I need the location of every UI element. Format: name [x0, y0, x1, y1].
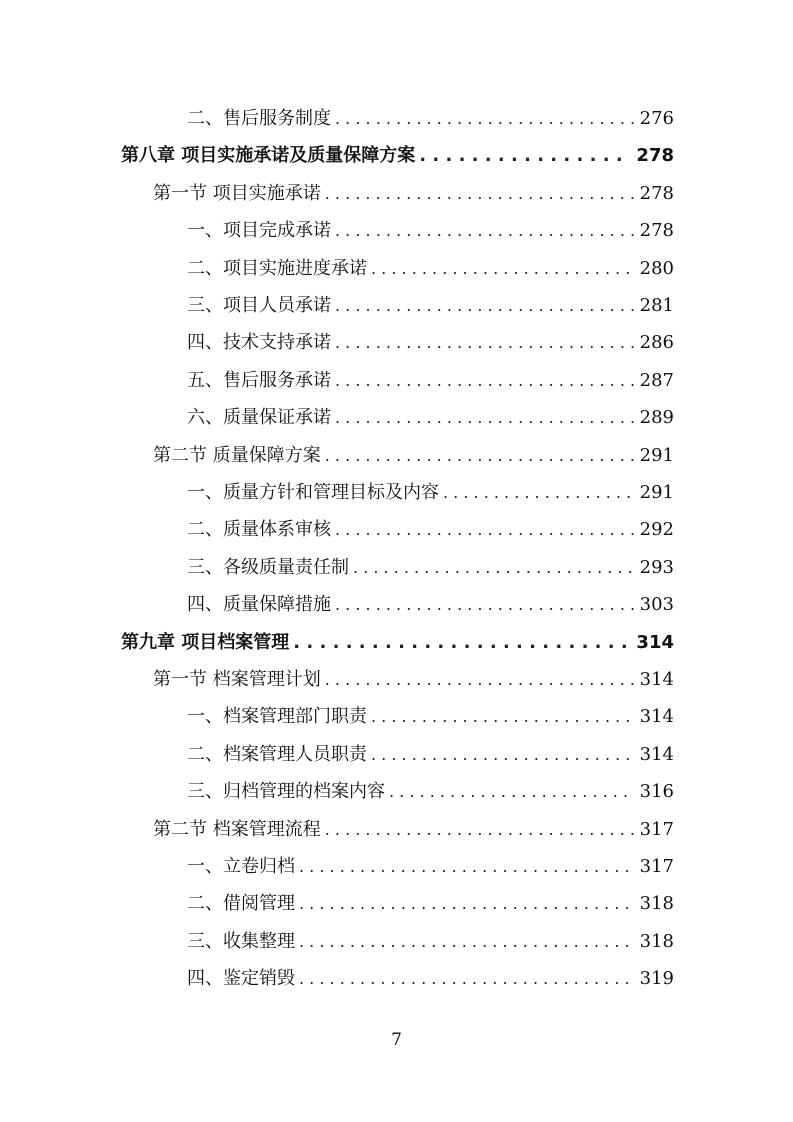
toc-entry-title: 六、质量保证承诺	[187, 407, 331, 429]
toc-dot-leader	[371, 742, 634, 768]
toc-dot-leader	[335, 368, 634, 394]
toc-entry-page-number: 314	[639, 706, 674, 728]
toc-entry-title: 一、立卷归档	[187, 856, 295, 877]
toc-entry[interactable]	[153, 667, 674, 693]
toc-entry-title: 一、项目完成承诺	[187, 220, 331, 242]
toc-entry-page-number: 278	[636, 145, 674, 167]
toc-entry-title: 三、项目人员承诺	[187, 295, 331, 316]
toc-entry-title: 三、收集整理	[187, 930, 295, 952]
toc-entry[interactable]	[121, 143, 674, 169]
toc-entry-page-number: 319	[639, 968, 674, 990]
toc-entry[interactable]	[187, 704, 674, 730]
toc-entry-title: 第一节 项目实施承诺	[153, 182, 321, 204]
toc-entry-page-number: 281	[639, 295, 674, 316]
toc-entry-page-number: 286	[639, 332, 674, 354]
toc-entry-title: 第二节 档案管理流程	[153, 818, 321, 840]
toc-entry-title: 二、质量体系审核	[187, 519, 331, 541]
toc-entry[interactable]	[187, 106, 674, 132]
toc-entry-page-number: 278	[639, 182, 674, 204]
toc-entry-page-number: 317	[639, 818, 674, 840]
toc-entry[interactable]	[187, 966, 674, 992]
toc-entry-page-number: 314	[639, 743, 674, 765]
toc-entry-title: 第一节 档案管理计划	[153, 669, 321, 690]
toc-dot-leader	[335, 405, 634, 431]
toc-entry-title: 四、技术支持承诺	[187, 332, 331, 354]
toc-entry-page-number: 316	[639, 781, 674, 803]
toc-entry-page-number: 318	[639, 930, 674, 952]
toc-entry-page-number: 293	[639, 556, 674, 578]
toc-entry[interactable]	[187, 293, 674, 319]
toc-dot-leader	[353, 555, 634, 581]
toc-entry[interactable]	[187, 517, 674, 543]
toc-entry-title: 第九章 项目档案管理	[121, 631, 290, 653]
toc-entry-page-number: 317	[639, 856, 674, 877]
toc-dot-leader	[335, 517, 634, 543]
toc-entry[interactable]	[153, 817, 674, 843]
toc-entry[interactable]	[187, 368, 674, 394]
toc-entry[interactable]	[187, 891, 674, 917]
toc-entry-title: 四、鉴定销毁	[187, 968, 295, 990]
toc-entry-title: 一、质量方针和管理目标及内容	[187, 482, 439, 503]
toc-dot-leader	[389, 779, 634, 805]
toc-entry[interactable]	[187, 592, 674, 618]
toc-dot-leader	[325, 817, 634, 843]
toc-entry[interactable]	[187, 854, 674, 880]
toc-entry-page-number: 318	[639, 893, 674, 915]
toc-entry[interactable]	[187, 330, 674, 356]
toc-dot-leader	[325, 443, 634, 469]
toc-entry-title: 二、档案管理人员职责	[187, 743, 367, 765]
toc-dot-leader	[299, 854, 634, 880]
toc-entry[interactable]	[187, 555, 674, 581]
toc-entry-page-number: 287	[639, 369, 674, 391]
toc-entry-page-number: 289	[639, 407, 674, 429]
toc-entry[interactable]	[153, 181, 674, 207]
toc-dot-leader	[335, 218, 634, 244]
toc-dot-leader	[335, 293, 634, 319]
toc-entry-page-number: 278	[639, 220, 674, 242]
toc-entry-page-number: 292	[639, 519, 674, 541]
toc-entry[interactable]	[187, 742, 674, 768]
toc-entry-page-number: 303	[639, 594, 674, 616]
toc-entry[interactable]	[187, 480, 674, 506]
toc-dot-leader	[335, 106, 634, 132]
toc-entry[interactable]	[121, 630, 674, 656]
toc-entry-title: 二、项目实施进度承诺	[187, 257, 367, 279]
toc-entry[interactable]	[187, 929, 674, 955]
toc-dot-leader	[419, 143, 630, 169]
toc-dot-leader	[371, 256, 634, 282]
toc-dot-leader	[371, 704, 634, 730]
toc-entry-title: 第八章 项目实施承诺及质量保障方案	[121, 145, 416, 167]
toc-dot-leader	[299, 929, 634, 955]
toc-entry-title: 三、归档管理的档案内容	[187, 781, 385, 803]
toc-entry[interactable]	[153, 443, 674, 469]
toc-entry-title: 四、质量保障措施	[187, 594, 331, 616]
toc-dot-leader	[299, 966, 634, 992]
page-number: 7	[391, 1030, 402, 1050]
toc-dot-leader	[325, 181, 634, 207]
toc-entry-page-number: 280	[639, 257, 674, 279]
toc-entry-title: 二、售后服务制度	[187, 108, 331, 129]
toc-entry[interactable]	[187, 779, 674, 805]
toc-dot-leader	[325, 667, 634, 693]
toc-dot-leader	[299, 891, 634, 917]
toc-entry[interactable]	[187, 405, 674, 431]
toc-entry-title: 五、售后服务承诺	[187, 369, 331, 391]
toc-dot-leader	[335, 592, 634, 618]
toc-entry-title: 第二节 质量保障方案	[153, 444, 321, 466]
toc-entry[interactable]	[187, 218, 674, 244]
toc-entry-page-number: 291	[639, 482, 674, 503]
toc-dot-leader	[293, 630, 630, 656]
toc-entry-title: 一、档案管理部门职责	[187, 706, 367, 728]
toc-entry-page-number: 291	[639, 444, 674, 466]
toc-dot-leader	[335, 330, 634, 356]
toc-entry-page-number: 314	[639, 669, 674, 690]
toc-entry[interactable]	[187, 256, 674, 282]
toc-entry-page-number: 276	[639, 108, 674, 129]
toc-dot-leader	[443, 480, 634, 506]
toc-entry-title: 三、各级质量责任制	[187, 556, 349, 578]
toc-entry-page-number: 314	[636, 631, 674, 653]
toc-entry-title: 二、借阅管理	[187, 893, 295, 915]
